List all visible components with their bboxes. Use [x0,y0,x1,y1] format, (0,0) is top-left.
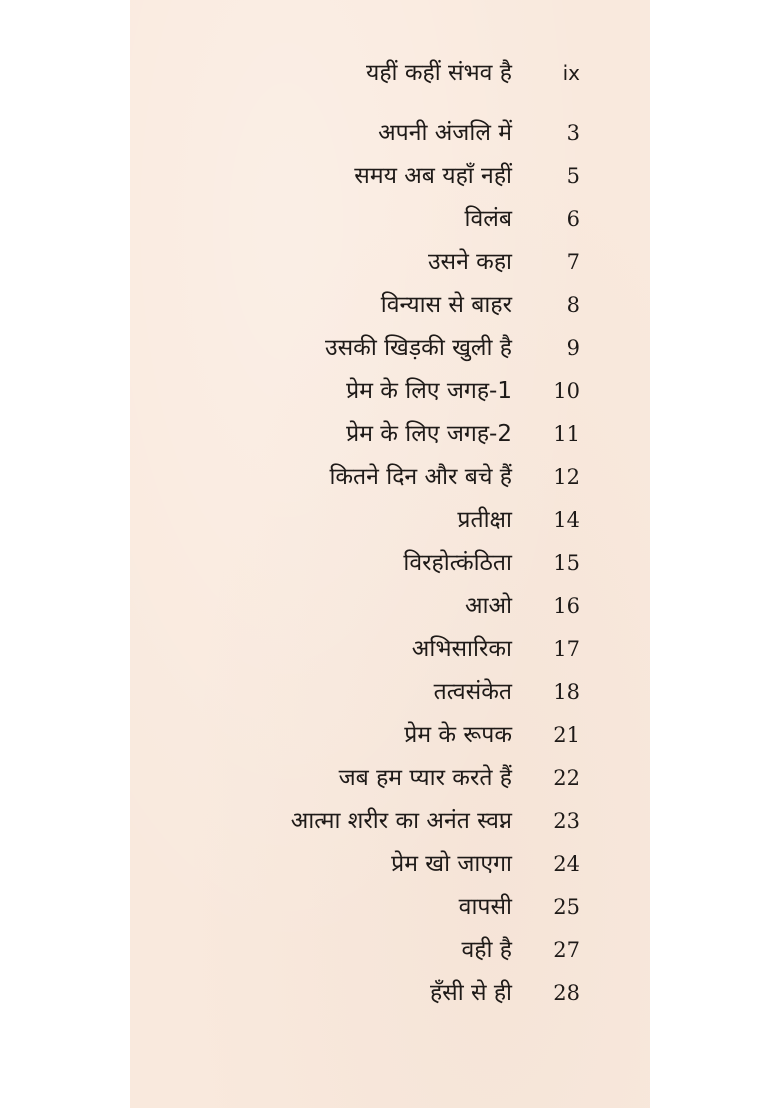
toc-entry[interactable] [130,930,650,970]
toc-entry-title: यहीं कहीं संभव है [366,60,512,86]
toc-entry-title: समय अब यहाँ नहीं [354,163,512,189]
toc-entry[interactable] [130,543,650,583]
toc-entry-page: 18 [553,680,580,704]
toc-entry-page: 12 [553,465,580,489]
toc-entry-page: 14 [553,508,580,532]
toc-entry[interactable] [130,629,650,669]
toc-entry[interactable] [130,844,650,884]
toc-entry-page: 28 [553,981,580,1005]
toc-entry[interactable] [130,758,650,798]
toc-entry-title: जब हम प्यार करते हैं [338,765,512,791]
toc-entry-title: आत्मा शरीर का अनंत स्वप्न [290,808,512,834]
toc-entry[interactable] [130,113,650,153]
toc-entry-page: 25 [553,895,580,919]
toc-entry[interactable] [130,156,650,196]
toc-entry[interactable] [130,371,650,411]
toc-entry-page: 5 [566,164,580,188]
toc-entry[interactable] [130,801,650,841]
toc-entry-title: वापसी [458,894,512,920]
toc-entry-page: 16 [553,594,580,618]
toc-entry-title: प्रेम खो जाएगा [391,851,512,877]
toc-entry-page: 9 [566,336,580,360]
toc-entry-page: 10 [553,379,580,403]
toc-entry-title: प्रतीक्षा [457,507,512,533]
toc-entry-page: 7 [566,250,580,274]
toc-entry-page: 22 [553,766,580,790]
toc-entry-title: तत्वसंकेत [433,679,512,705]
toc-entry-title: विन्यास से बाहर [380,292,512,318]
toc-entry-title: विलंब [464,206,512,232]
toc-entry-title: अभिसारिका [411,636,512,662]
toc-entry-title: आओ [464,593,512,619]
toc-entry-page: 8 [566,293,580,317]
toc-entry[interactable] [130,414,650,454]
toc-entry-title: प्रेम के लिए जगह-1 [346,378,512,404]
toc-entry[interactable] [130,457,650,497]
toc-entry[interactable] [130,285,650,325]
toc-entry[interactable] [130,586,650,626]
toc-entry-page: 23 [553,809,580,833]
toc-entry[interactable] [130,242,650,282]
toc-entry-title: अपनी अंजलि में [378,120,512,146]
toc-entry-page: 27 [553,938,580,962]
toc-entry-title: हँसी से ही [429,980,512,1006]
toc-entry-page: 15 [553,551,580,575]
toc-entry-title: विरहोत्कंठिता [403,550,512,576]
book-page [130,0,650,1108]
toc-entry[interactable] [130,887,650,927]
toc-entry[interactable] [130,328,650,368]
toc-entry-title: वही है [461,937,512,963]
toc-entry[interactable] [130,672,650,712]
toc-entry[interactable] [130,973,650,1013]
toc-entry-page: 11 [553,422,580,446]
toc-entry-page: 6 [566,207,580,231]
toc-entry-title: कितने दिन और बचे हैं [329,464,512,490]
toc-entry-title: प्रेम के लिए जगह-2 [346,421,512,447]
toc-entry-title: उसने कहा [427,249,512,275]
toc-entry-page: 21 [553,723,580,747]
toc-entry-page: ix [562,61,580,85]
toc-entry-title: उसकी खिड़की खुली है [325,335,512,361]
toc-entry-page: 24 [553,852,580,876]
toc-entry-preface[interactable] [130,53,650,93]
toc-entry-page: 17 [553,637,580,661]
toc-entry[interactable] [130,500,650,540]
toc-entry-title: प्रेम के रूपक [404,722,512,748]
toc-entry[interactable] [130,199,650,239]
toc-entry-page: 3 [566,121,580,145]
toc-entry[interactable] [130,715,650,755]
